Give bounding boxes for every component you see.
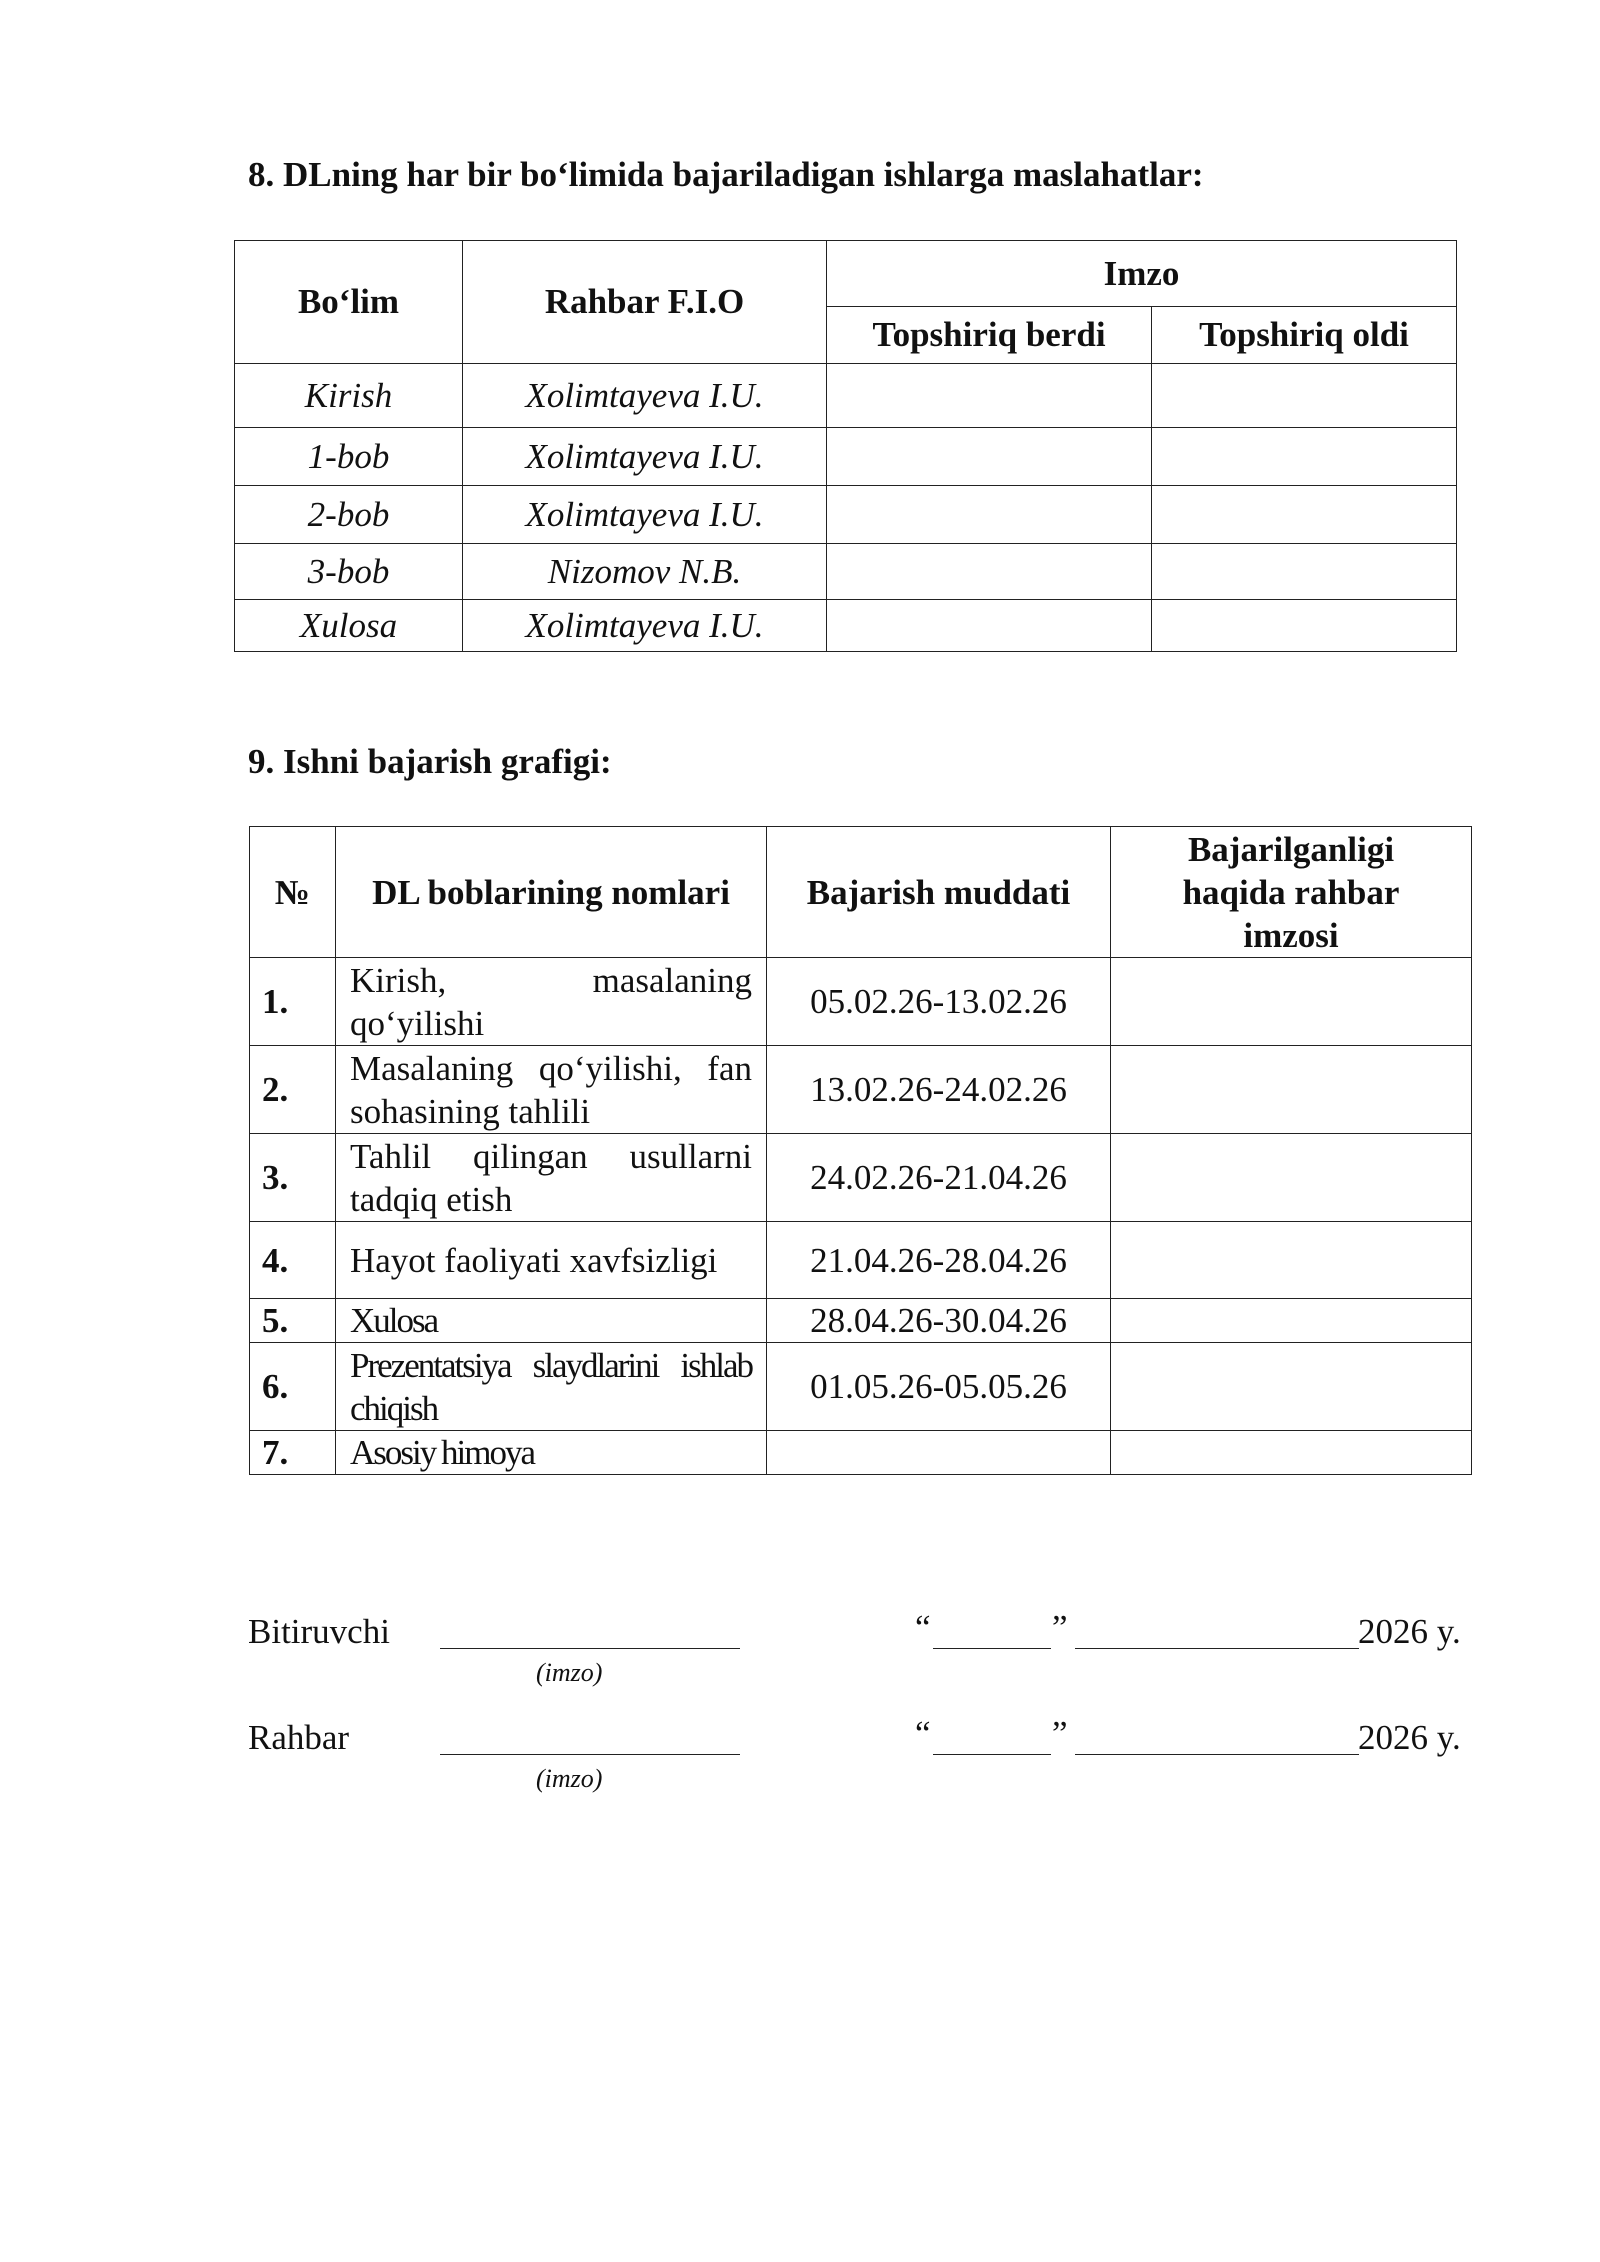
row-number: 6. [250,1343,336,1431]
table-row [235,544,1457,600]
consultation-table [234,240,1457,652]
open-quote: “ [915,1714,931,1753]
row-number: 1. [250,958,336,1046]
graduate-signature-hint: (imzo) [536,1658,603,1687]
supervisor-year: 2026 y. [1358,1718,1461,1757]
header-supervisor: Rahbar F.I.O [463,241,827,364]
chapter-name: Hayot faoliyati xavfsizligi [336,1222,767,1299]
supervisor-month-line [1075,1754,1359,1755]
table-row [235,486,1457,544]
section-cell: Kirish [235,364,463,428]
assigned-signature-cell [827,544,1152,600]
deadline-cell: 28.04.26-30.04.26 [767,1299,1111,1343]
graduate-label: Bitiruvchi [248,1612,390,1651]
received-signature-cell [1152,428,1457,486]
schedule-table [249,826,1472,1475]
graduate-day-line [933,1648,1051,1649]
section-cell: 3-bob [235,544,463,600]
deadline-cell: 01.05.26-05.05.26 [767,1343,1111,1431]
close-quote: ” [1052,1608,1068,1647]
chapter-name: Asosiy himoya [336,1431,767,1475]
signature-cell [1111,1222,1472,1299]
table-row [250,1299,1472,1343]
signature-cell [1111,1046,1472,1134]
table-row [250,1134,1472,1222]
signature-cell [1111,958,1472,1046]
signature-cell [1111,1134,1472,1222]
header-signature: Imzo [827,241,1457,307]
received-signature-cell [1152,486,1457,544]
chapter-name: Kirish, masalaning qo‘yilishi [336,958,767,1046]
received-signature-cell [1152,544,1457,600]
table-row [235,364,1457,428]
table-row [235,428,1457,486]
supervisor-signature-line [440,1754,740,1755]
table-row [250,958,1472,1046]
graduate-month-line [1075,1648,1359,1649]
supervisor-cell: Nizomov N.B. [463,544,827,600]
table-row [250,1431,1472,1475]
table-row [250,1046,1472,1134]
close-quote: ” [1052,1714,1068,1753]
supervisor-cell: Xolimtayeva I.U. [463,600,827,652]
header-section: Bo‘lim [235,241,463,364]
row-number: 2. [250,1046,336,1134]
supervisor-day-line [933,1754,1051,1755]
row-number: 3. [250,1134,336,1222]
deadline-cell: 05.02.26-13.02.26 [767,958,1111,1046]
assigned-signature-cell [827,428,1152,486]
assigned-signature-cell [827,600,1152,652]
received-signature-cell [1152,364,1457,428]
signature-cell [1111,1431,1472,1475]
section-cell: 2-bob [235,486,463,544]
section-cell: 1-bob [235,428,463,486]
chapter-name: Prezentatsiya slaydlarini ishlab chiqish [336,1343,767,1431]
supervisor-cell: Xolimtayeva I.U. [463,428,827,486]
header-received: Topshiriq oldi [1152,307,1457,364]
table-row [250,1222,1472,1299]
graduate-signature-line [440,1648,740,1649]
signature-cell [1111,1299,1472,1343]
header-number: № [250,827,336,958]
assigned-signature-cell [827,486,1152,544]
header-assigned: Topshiriq berdi [827,307,1152,364]
assigned-signature-cell [827,364,1152,428]
signature-cell [1111,1343,1472,1431]
section-cell: Xulosa [235,600,463,652]
row-number: 4. [250,1222,336,1299]
table-row [235,600,1457,652]
chapter-name: Xulosa [336,1299,767,1343]
header-signature: Bajarilganligi haqida rahbar imzosi [1111,827,1472,958]
deadline-cell: 24.02.26-21.04.26 [767,1134,1111,1222]
chapter-name: Tahlil qilingan usullarni tadqiq etish [336,1134,767,1222]
table-row [250,1343,1472,1431]
row-number: 7. [250,1431,336,1475]
supervisor-label: Rahbar [248,1718,350,1757]
section-8-heading: 8. DLning har bir bo‘limida bajariladigan ishlarga maslahatlar: [248,155,1204,194]
row-number: 5. [250,1299,336,1343]
supervisor-cell: Xolimtayeva I.U. [463,364,827,428]
supervisor-cell: Xolimtayeva I.U. [463,486,827,544]
supervisor-signature-hint: (imzo) [536,1764,603,1793]
open-quote: “ [915,1608,931,1647]
graduate-year: 2026 y. [1358,1612,1461,1651]
deadline-cell: 13.02.26-24.02.26 [767,1046,1111,1134]
section-9-heading: 9. Ishni bajarish grafigi: [248,742,612,781]
deadline-cell: 21.04.26-28.04.26 [767,1222,1111,1299]
deadline-cell [767,1431,1111,1475]
received-signature-cell [1152,600,1457,652]
header-deadline: Bajarish muddati [767,827,1111,958]
header-chapter: DL boblarining nomlari [336,827,767,958]
chapter-name: Masalaning qo‘yilishi, fan sohasining tahlili [336,1046,767,1134]
